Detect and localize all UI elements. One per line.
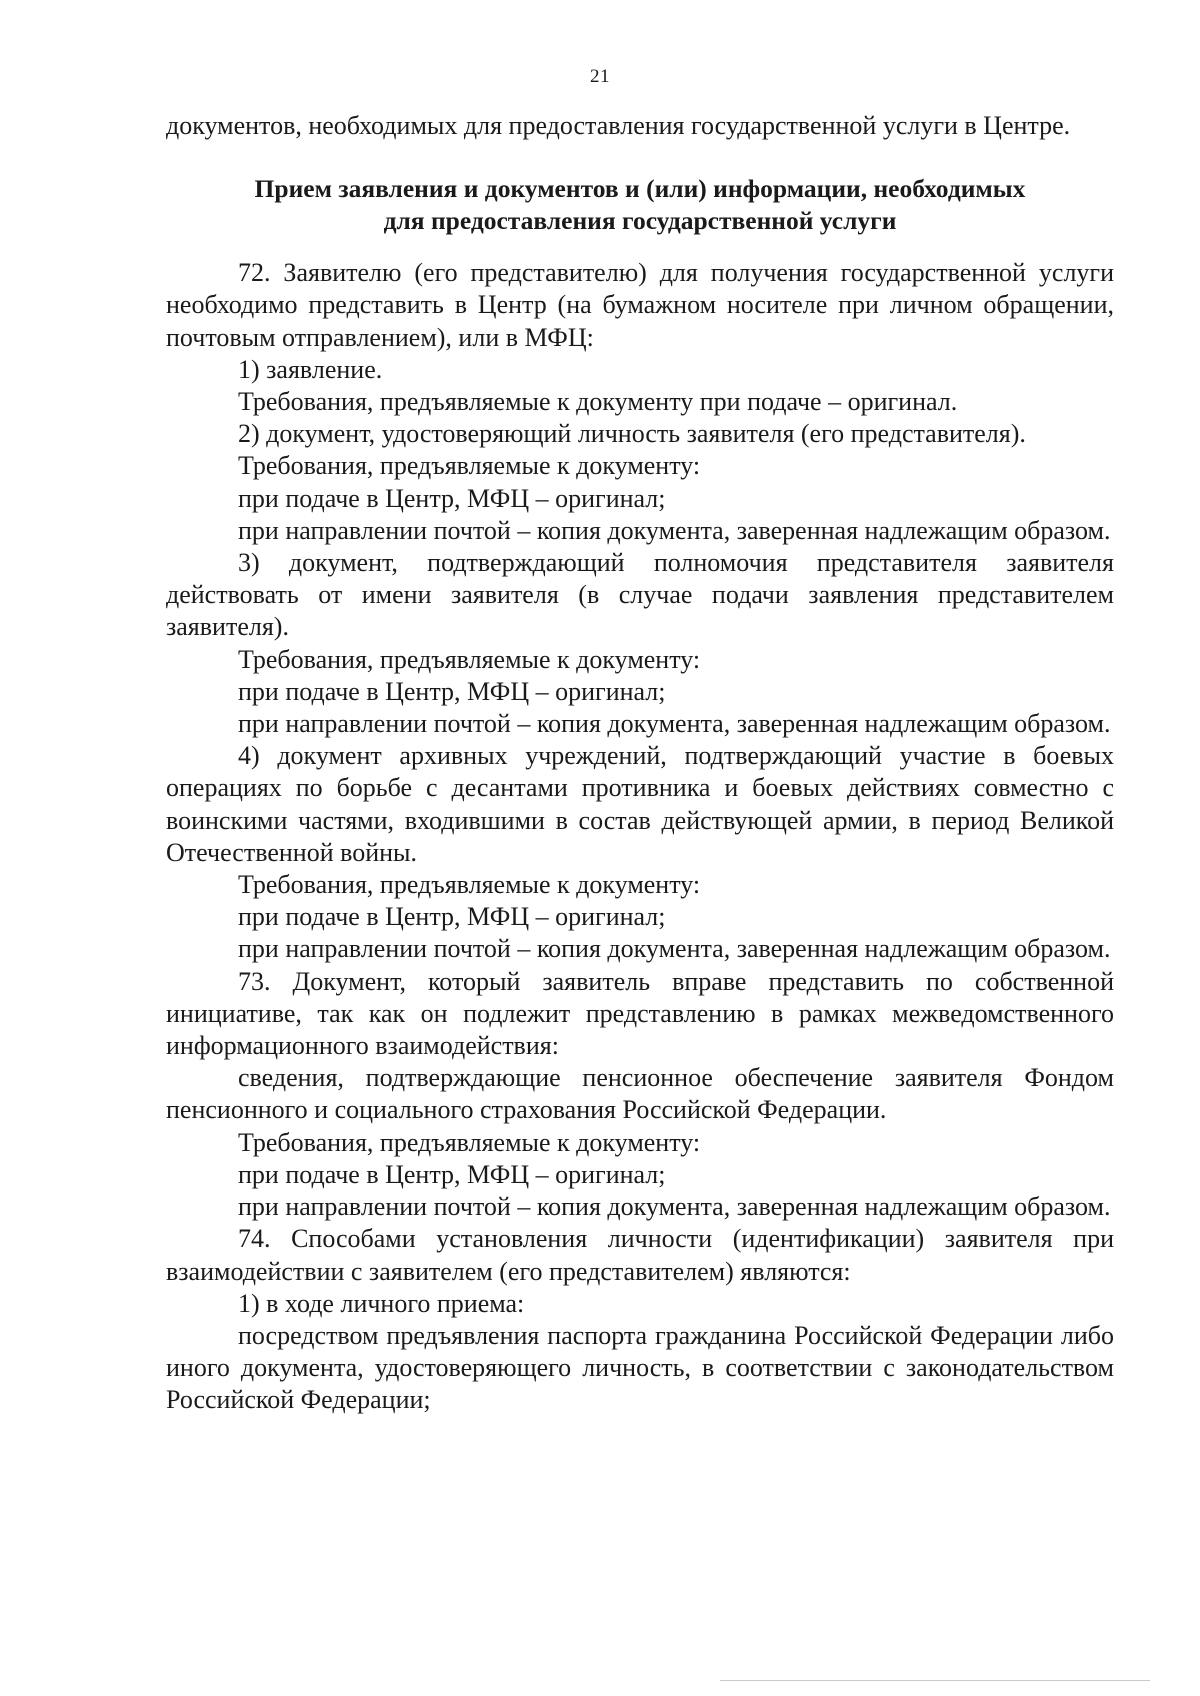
section-heading-line-2: для предоставления государственной услуги <box>383 206 897 236</box>
scan-artifact-line <box>720 1680 1150 1681</box>
paragraph-requirement: при подаче в Центр, МФЦ – оригинал; <box>238 1159 666 1189</box>
paragraph-requirement: при подаче в Центр, МФЦ – оригинал; <box>238 902 666 932</box>
paragraph-requirement: Требования, предъявляемые к документу: <box>238 870 701 900</box>
paragraph-item: посредством предъявления паспорта гражданина Российской Федерации либо иного документа, удостоверяющего личность, в соответствии с законодательством Российской Федерации; <box>166 1320 1114 1415</box>
paragraph-requirement: Требования, предъявляемые к документу при подаче – оригинал. <box>238 387 958 417</box>
paragraph-item: 3) документ, подтверждающий полномочия представителя заявителя действовать от имени заявителя (в случае подачи заявления представителем заявителя). <box>166 548 1114 642</box>
paragraph-73: 73. Документ, который заявитель вправе представить по собственной инициативе, так как он подлежит представлению в рамках межведомственного информационного взаимодействия: <box>166 966 1114 1061</box>
paragraph-requirement: Требования, предъявляемые к документу: <box>238 451 701 481</box>
paragraph-continuation: документов, необходимых для предоставления государственной услуги в Центре. <box>166 111 1071 140</box>
paragraph-item: 2) документ, удостоверяющий личность заявителя (его представителя). <box>238 419 1026 449</box>
paragraph-requirement: при направлении почтой – копия документа, заверенная надлежащим образом. <box>238 515 1111 545</box>
paragraph-requirement: при направлении почтой – копия документа, заверенная надлежащим образом. <box>238 709 1111 739</box>
paragraph-item: сведения, подтверждающие пенсионное обеспечение заявителя Фондом пенсионного и социального страхования Российской Федерации. <box>166 1063 1114 1125</box>
paragraph-requirement: при подаче в Центр, МФЦ – оригинал; <box>238 483 666 513</box>
paragraph-requirement: при направлении почтой – копия документа, заверенная надлежащим образом. <box>238 934 1111 964</box>
paragraph-74: 74. Способами установления личности (идентификации) заявителя при взаимодействии с заявителем (его представителем) являются: <box>166 1224 1114 1286</box>
paragraph-item: 1) в ходе личного приема: <box>238 1288 525 1318</box>
paragraph-item: 4) документ архивных учреждений, подтверждающий участие в боевых операциях по борьбе с десантами противника и боевых действиях совместно с воинскими частями, входившими в состав действующей армии, в период Великой Отечественной войны. <box>166 741 1114 867</box>
paragraph-requirement: при направлении почтой – копия документа, заверенная надлежащим образом. <box>238 1192 1111 1222</box>
paragraph-requirement: при подаче в Центр, МФЦ – оригинал; <box>238 676 666 706</box>
page-number: 21 <box>590 66 610 87</box>
paragraph-item: 1) заявление. <box>238 354 383 384</box>
section-heading <box>166 173 1114 237</box>
document-body <box>166 110 1114 1417</box>
paragraph-72: 72. Заявителю (его представителю) для получения государственной услуги необходимо представить в Центр (на бумажном носителе при личном обращении, почтовым отправлением), или в МФЦ: <box>166 258 1114 352</box>
section-heading-line-1: Прием заявления и документов и (или) информации, необходимых <box>254 174 1026 204</box>
paragraph-requirement: Требования, предъявляемые к документу: <box>238 1127 701 1157</box>
paragraph-requirement: Требования, предъявляемые к документу: <box>238 644 701 674</box>
